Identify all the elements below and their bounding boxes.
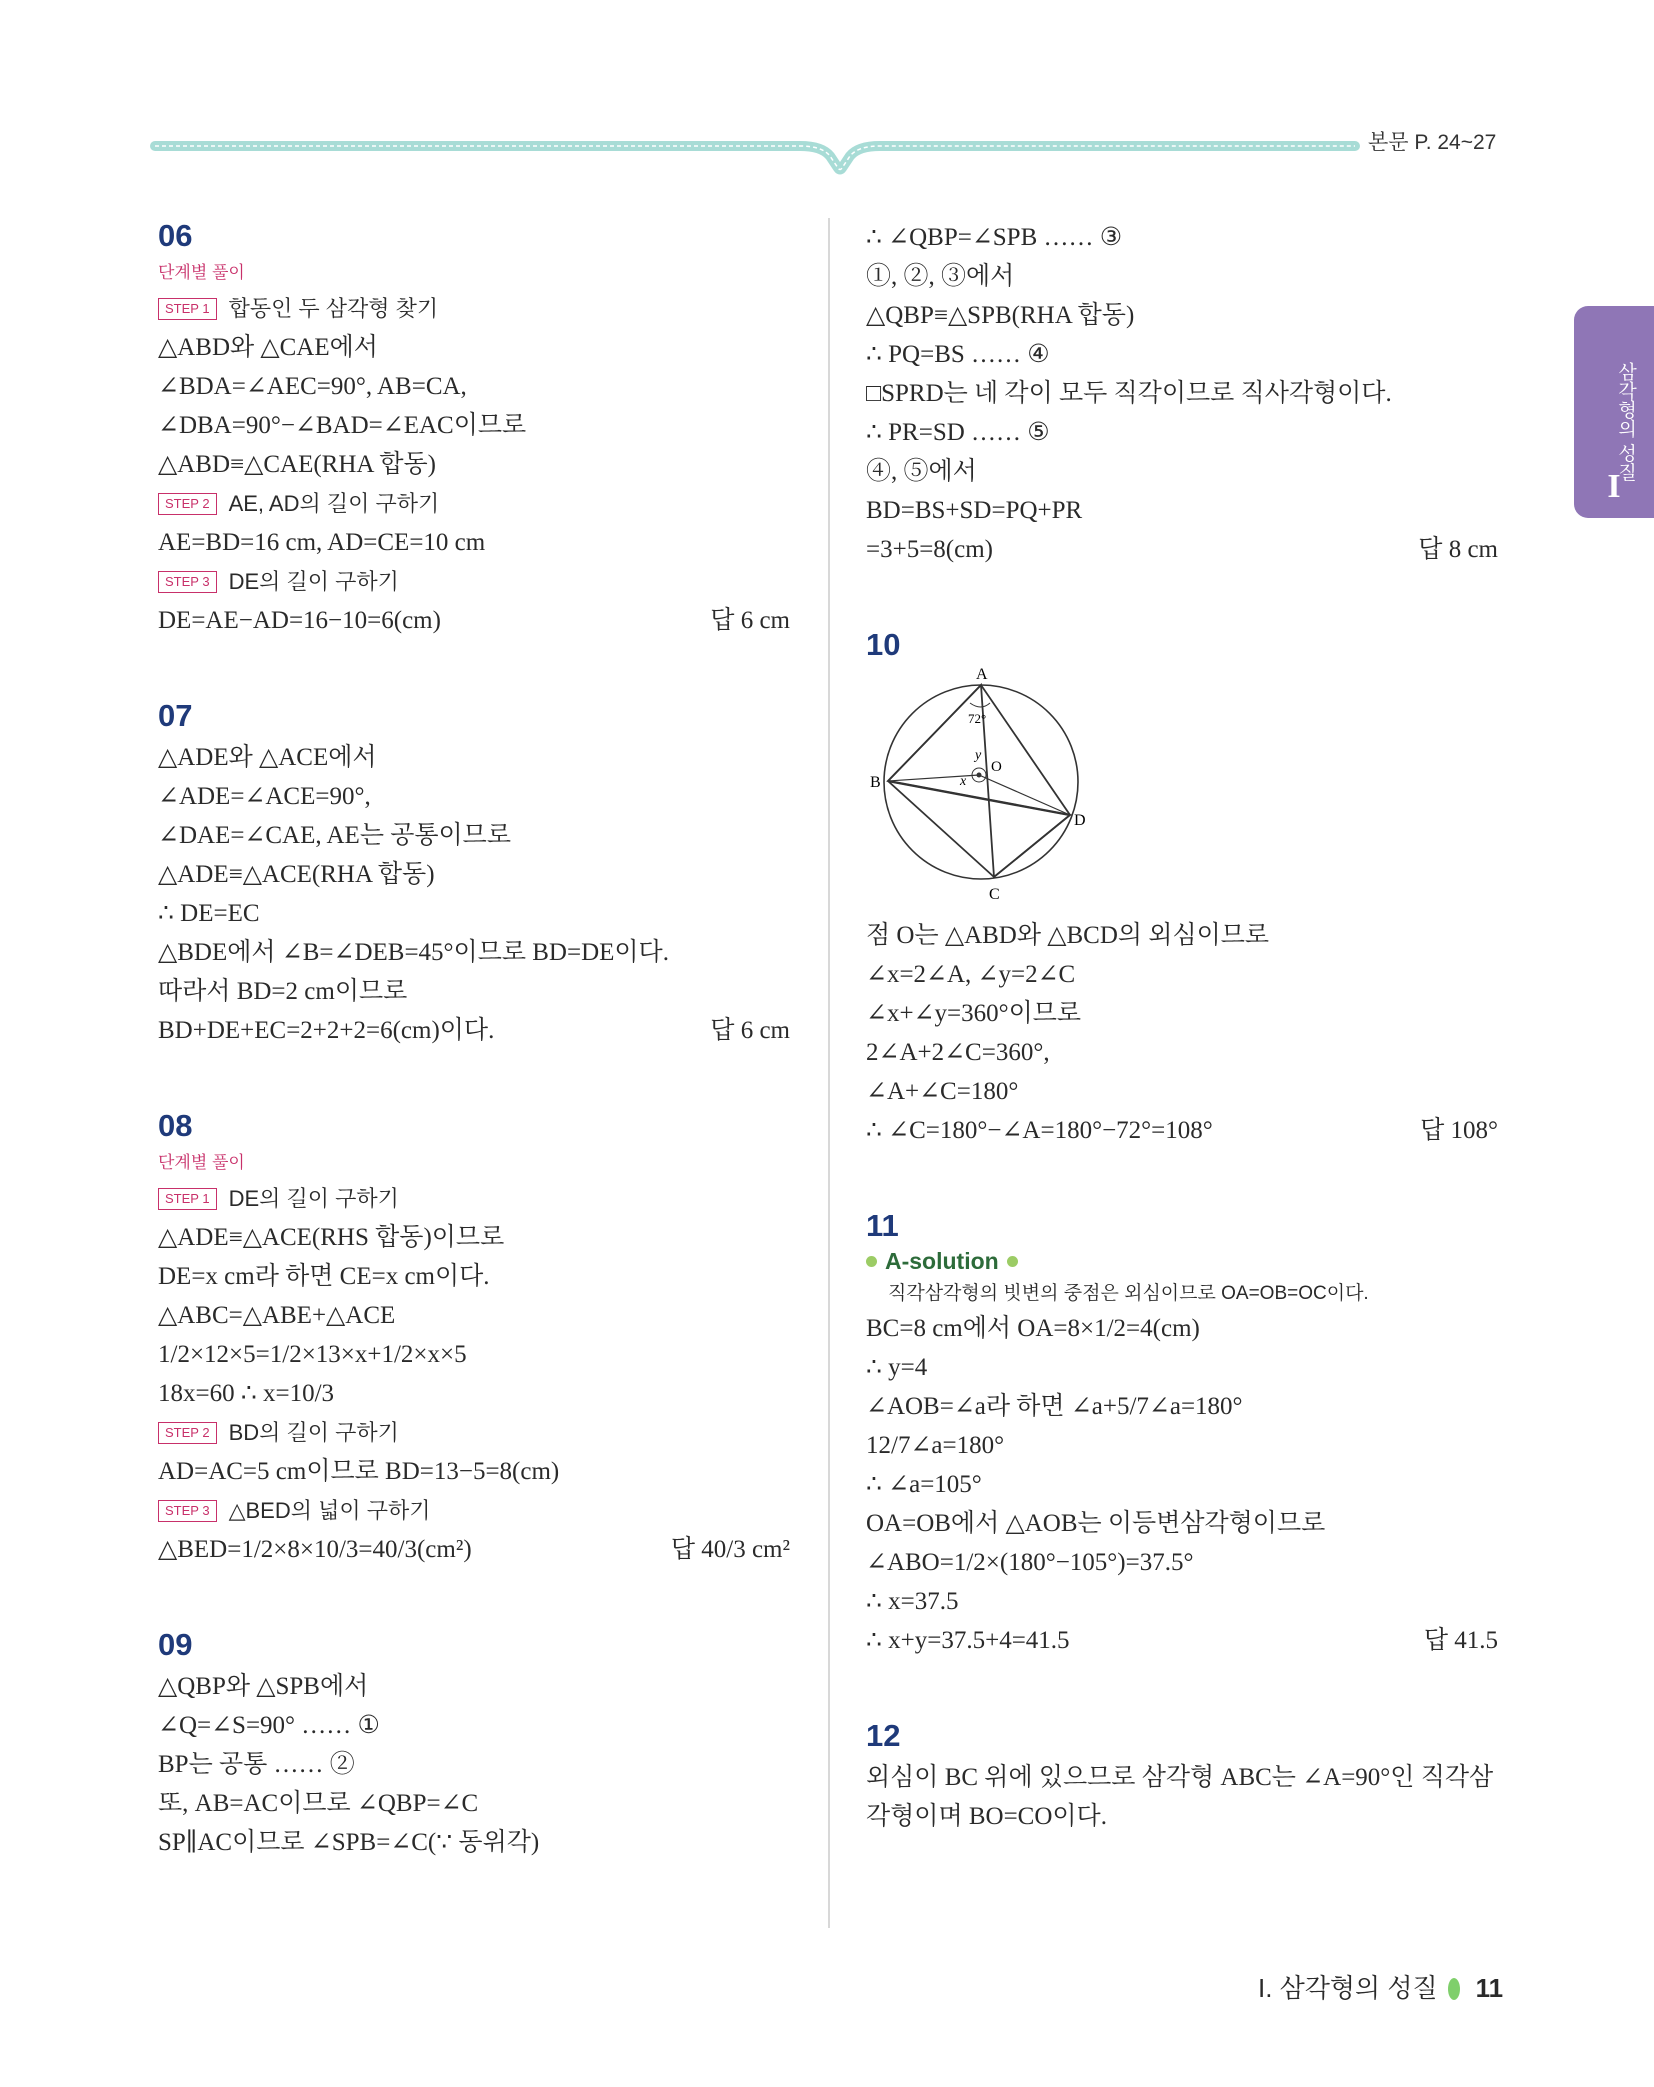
solution-line: △ABD와 △CAE에서 (158, 334, 378, 361)
solution-line: △QBP와 △SPB에서 (158, 1673, 369, 1700)
right-column (866, 218, 1498, 1894)
step-title: △BED의 넓이 구하기 (228, 1498, 431, 1523)
solution-line: ∴ ∠C=180°−∠A=180°−72°=108° (866, 1117, 1213, 1144)
a-solution-label: A-solution (866, 1248, 1498, 1275)
solution-line: AE=BD=16 cm, AD=CE=10 cm (158, 529, 486, 556)
solution-line: ∴ y=4 (866, 1354, 928, 1381)
chapter-tab-label: 삼각형의 성질 (1615, 362, 1636, 482)
problem-11 (866, 1208, 1498, 1660)
solution-line: △ADE≡△ACE(RHA 합동) (158, 861, 435, 888)
solution-line: OA=OB에서 △AOB는 이등변삼각형이므로 (866, 1510, 1326, 1537)
solution-line: BC=8 cm에서 OA=8×1/2=4(cm) (866, 1315, 1200, 1342)
a-solution-text: 직각삼각형의 빗변의 중점은 외심이므로 OA=OB=OC이다. (888, 1283, 1369, 1304)
vertex-label-a: A (976, 667, 988, 683)
solution-line: DE=AE−AD=16−10=6(cm) (158, 607, 441, 634)
solution-line: 또, AB=AC이므로 ∠QBP=∠C (158, 1790, 479, 1817)
solution-line: ∴ x=37.5 (866, 1588, 959, 1615)
problem-number: 07 (158, 698, 193, 733)
problem-12 (866, 1718, 1498, 1836)
answer: 답 41.5 (1423, 1627, 1498, 1654)
solution-line: △QBP≡△SPB(RHA 합동) (866, 302, 1135, 329)
solution-line: 1/2×12×5=1/2×13×x+1/2×x×5 (158, 1341, 467, 1368)
step-title: DE의 길이 구하기 (228, 1186, 399, 1211)
center-label-o: O (991, 759, 1002, 775)
chapter-side-tab[interactable] (1574, 306, 1654, 518)
problem-number: 06 (158, 218, 193, 253)
page-number: 11 (1475, 1973, 1504, 2003)
solution-line: BD=BS+SD=PQ+PR (866, 497, 1083, 524)
answer: 답 40/3 cm² (670, 1536, 790, 1563)
vertex-label-d: D (1074, 812, 1086, 829)
step-badge: STEP 2 (158, 1422, 217, 1444)
solution-line: ∴ PR=SD …… ⑤ (866, 419, 1050, 446)
page-reference: 본문 P. 24~27 (1368, 131, 1497, 154)
solution-line: BP는 공통 …… ② (158, 1751, 355, 1778)
bullet-dot-icon (866, 1256, 877, 1267)
step-title: DE의 길이 구하기 (228, 569, 399, 594)
step-solution-label: 단계별 풀이 (158, 1153, 245, 1172)
problem-09-continued (866, 218, 1498, 569)
step-title: 합동인 두 삼각형 찾기 (228, 296, 439, 321)
step-badge: STEP 1 (158, 1188, 217, 1210)
step-title: BD의 길이 구하기 (228, 1420, 399, 1445)
solution-line: 12/7∠a=180° (866, 1432, 1005, 1459)
solution-line: ∠A+∠C=180° (866, 1078, 1019, 1105)
solution-line: ∠ABO=1/2×(180°−105°)=37.5° (866, 1549, 1194, 1576)
solution-line: 외심이 BC 위에 있으므로 삼각형 ABC는 ∠A=90°인 직각삼 (866, 1764, 1494, 1791)
solution-line: SP∥AC이므로 ∠SPB=∠C(∵ 동위각) (158, 1829, 540, 1856)
angle-label-x: x (960, 774, 967, 789)
solution-line: ∴ PQ=BS …… ④ (866, 341, 1050, 368)
solution-line: ∴ x+y=37.5+4=41.5 (866, 1627, 1070, 1654)
solution-line: 2∠A+2∠C=360°, (866, 1039, 1050, 1066)
solution-line: ∠Q=∠S=90° …… ① (158, 1712, 380, 1739)
solution-line: 18x=60 ∴ x=10/3 (158, 1380, 335, 1407)
problem-07 (158, 698, 790, 1050)
problem-number: 09 (158, 1627, 193, 1662)
solution-line: △BED=1/2×8×10/3=40/3(cm²) (158, 1536, 472, 1563)
vertex-label-c: C (989, 886, 1000, 903)
page-footer (1258, 1968, 1503, 2005)
answer: 답 6 cm (710, 607, 790, 634)
problem-number: 08 (158, 1108, 193, 1143)
step-solution-label: 단계별 풀이 (158, 263, 245, 282)
problem-09 (158, 1627, 790, 1862)
solution-line: ∴ DE=EC (158, 900, 260, 927)
solution-line: △BDE에서 ∠B=∠DEB=45°이므로 BD=DE이다. (158, 939, 669, 966)
problem-number: 11 (866, 1208, 899, 1243)
solution-line: ∠BDA=∠AEC=90°, AB=CA, (158, 373, 467, 400)
problem-08 (158, 1108, 790, 1569)
answer: 답 8 cm (1418, 536, 1498, 563)
step-title: AE, AD의 길이 구하기 (228, 491, 440, 516)
solution-line: 점 O는 △ABD와 △BCD의 외심이므로 (866, 922, 1270, 949)
solution-line: 따라서 BD=2 cm이므로 (158, 978, 408, 1005)
step-badge: STEP 2 (158, 493, 217, 515)
step-badge: STEP 3 (158, 1500, 217, 1522)
problem-06 (158, 218, 790, 640)
answer: 답 108° (1420, 1117, 1498, 1144)
solution-line: △ADE와 △ACE에서 (158, 744, 377, 771)
vertex-label-b: B (870, 774, 881, 791)
leaf-icon (1448, 1978, 1460, 2000)
solution-line: ∴ ∠a=105° (866, 1471, 982, 1498)
solution-line: ∠x+∠y=360°이므로 (866, 1000, 1082, 1027)
solution-line: △ABD≡△CAE(RHA 합동) (158, 451, 436, 478)
solution-line: △ABC=△ABE+△ACE (158, 1302, 396, 1329)
solution-line: ∠ADE=∠ACE=90°, (158, 783, 371, 810)
solution-line: □SPRD는 네 각이 모두 직각이므로 직사각형이다. (866, 380, 1392, 407)
circle-figure (866, 667, 1106, 907)
angle-label-72: 72° (968, 711, 987, 726)
problem-10 (866, 627, 1498, 1150)
solution-line: ∠x=2∠A, ∠y=2∠C (866, 961, 1076, 988)
solution-line: △ADE≡△ACE(RHS 합동)이므로 (158, 1224, 505, 1251)
solution-line: DE=x cm라 하면 CE=x cm이다. (158, 1263, 490, 1290)
answer: 답 6 cm (710, 1017, 790, 1044)
bullet-dot-icon (1007, 1256, 1018, 1267)
solution-line: ∠DBA=90°−∠BAD=∠EAC이므로 (158, 412, 527, 439)
solution-line: BD+DE+EC=2+2+2=6(cm)이다. (158, 1017, 495, 1044)
step-badge: STEP 3 (158, 571, 217, 593)
solution-line: AD=AC=5 cm이므로 BD=13−5=8(cm) (158, 1458, 560, 1485)
column-divider (828, 218, 830, 1928)
angle-label-y: y (975, 748, 982, 763)
problem-number: 12 (866, 1718, 901, 1753)
footer-chapter: I. 삼각형의 성질 (1258, 1973, 1438, 2003)
solution-line: ∠AOB=∠a라 하면 ∠a+5/7∠a=180° (866, 1393, 1243, 1420)
left-column (158, 218, 790, 1920)
solution-line: 각형이며 BO=CO이다. (866, 1803, 1107, 1830)
solution-line: ∠DAE=∠CAE, AE는 공통이므로 (158, 822, 511, 849)
header-wave-bar (150, 128, 1360, 178)
solution-line: ∴ ∠QBP=∠SPB …… ③ (866, 224, 1123, 251)
chapter-tab-numeral: I (1607, 468, 1621, 505)
solution-line: ①, ②, ③에서 (866, 263, 1015, 290)
step-badge: STEP 1 (158, 298, 217, 320)
solution-line: ④, ⑤에서 (866, 458, 977, 485)
problem-number: 10 (866, 627, 901, 662)
solution-line: =3+5=8(cm) (866, 536, 993, 563)
